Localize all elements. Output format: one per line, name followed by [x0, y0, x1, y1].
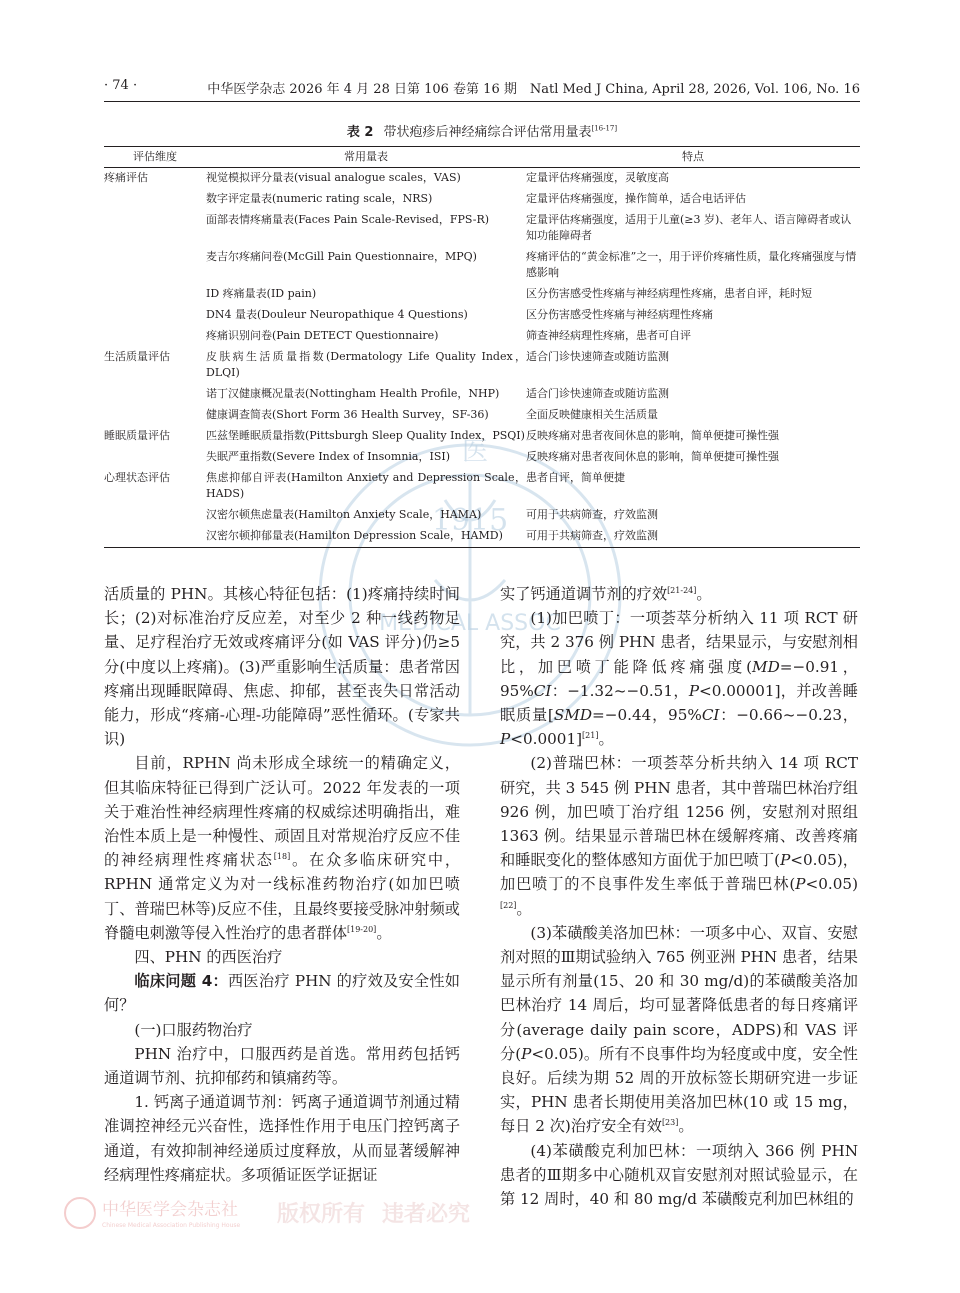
- cell-dimension: [104, 505, 206, 526]
- table-row: [104, 447, 860, 468]
- table-title: 带状疱疹后神经痛综合评估常用量表: [383, 125, 592, 140]
- text-run: (2)普瑞巴林：一项荟萃分析共纳入 14 项 RCT 研究，共 3 545 例 PHN 患者，其中普瑞巴林治疗组 926 例，加巴喷丁治疗组 1256 例，安慰剂对照组 1363 例。结果显示普瑞巴林在缓解疼痛、改善疼痛和睡眠变化的整体感知方面优于加巴喷丁(: [500, 754, 858, 870]
- seal-char: 医: [461, 437, 489, 467]
- cell-scale: 皮肤病生活质量指数(Dermatology Life Quality Index，DLQI): [206, 350, 526, 379]
- cell-scale: 焦虑抑郁自评表(Hamilton Anxiety and Depression Scale，HADS): [206, 471, 526, 500]
- running-header: [104, 78, 860, 98]
- stat-symbol: P: [780, 851, 791, 870]
- cell-scale: ID 疼痛量表(ID pain): [206, 287, 317, 300]
- table-row: [104, 326, 860, 347]
- stat-symbol: P: [688, 681, 700, 700]
- cell-feature: 疼痛评估的“黄金标准”之一，用于评价疼痛性质，量化疼痛强度与情感影响: [526, 250, 857, 279]
- right-column: [500, 582, 858, 1211]
- stat-symbol: CI: [701, 706, 720, 725]
- cell-feature: 适合门诊快速筛查或随访监测: [526, 387, 669, 400]
- header-dimension: 评估维度: [104, 147, 206, 168]
- table-row: [104, 347, 860, 384]
- table-caption-ref: [16-17]: [591, 124, 618, 133]
- table-row: [104, 405, 860, 426]
- table-caption: [104, 121, 860, 140]
- citation-ref: [19-20]: [347, 924, 377, 934]
- paragraph-mirogabalin: [500, 921, 858, 1139]
- text-run: <0.05)。所有不良事件均为轻度或中度，安全性良好。后续为期 52 周的开放标签长期研究进一步证实，PHN 患者长期使用美洛加巴林(10 或 15 mg，每日 2 次)治疗安全有效: [500, 1044, 858, 1136]
- cell-feature: 可用于共病筛查，疗效监测: [526, 526, 860, 548]
- cell-dimension: [104, 210, 206, 247]
- clinical-question: [104, 969, 460, 1017]
- table-row: [104, 284, 860, 305]
- paragraph-gabapentin: [500, 606, 858, 751]
- watermark-rights-a: 版权所有: [277, 1202, 366, 1227]
- paragraph-rphn-features: 活质量的 PHN。其核心特征包括：(1)疼痛持续时间长；(2)对标准治疗反应差，对至少 2 种一线药物足量、足疗程治疗无效或疼痛评分(如 VAS 评分)仍≥5 分(中度以上疼痛)。(3)严重影响生活质量：患者常因疼痛出现睡眠障碍、焦虑、抑郁，甚至丧失日常活动能力，形成“疼痛-心理-功能障碍”恶性循环。(专家共识): [104, 585, 460, 749]
- cell-scale: 麦吉尔疼痛问卷(McGill Pain Questionnaire，MPQ): [206, 250, 477, 263]
- text-run: 。: [376, 923, 392, 942]
- citation-ref: [18]: [273, 852, 291, 862]
- cell-scale: 汉密尔顿焦虑量表(Hamilton Anxiety Scale，HAMA): [206, 508, 482, 521]
- assessment-scale-table: [104, 146, 860, 548]
- cell-feature: 全面反映健康相关生活质量: [526, 408, 658, 421]
- cell-scale: 数字评定量表(numeric rating scale，NRS): [206, 192, 433, 205]
- stat-symbol: SMD: [553, 706, 593, 725]
- paragraph-continuation: [500, 582, 858, 606]
- cell-dimension: [104, 447, 206, 468]
- stat-symbol: CI: [533, 681, 552, 700]
- cell-feature: 适合门诊快速筛查或随访监测: [526, 350, 669, 363]
- table-row: [104, 468, 860, 505]
- cell-scale: DN4 量表(Douleur Neuropathique 4 Questions): [206, 308, 468, 321]
- cell-feature: 定量评估疼痛强度，灵敏度高: [526, 171, 669, 184]
- section-heading: 四、PHN 的西医治疗: [134, 948, 283, 967]
- clinical-question-text: 西医治疗 PHN 的疗效及安全性如何？: [104, 972, 460, 1015]
- cell-scale: 汉密尔顿抑郁量表(Hamilton Depression Scale，HAMD): [206, 526, 526, 548]
- cell-dimension: 疼痛评估: [104, 171, 148, 184]
- table-row: [104, 384, 860, 405]
- header-scale: 常用量表: [206, 147, 526, 168]
- paragraph-rphn-definition: [104, 751, 460, 945]
- table-row: [104, 526, 860, 548]
- paragraph-crisugabalin: (4)苯磺酸克利加巴林：一项纳入 366 例 PHN 患者的Ⅲ期多中心随机双盲安慰剂对照试验显示，在第 12 周时，40 和 80 mg/d 苯磺酸克利加巴林组的: [500, 1141, 858, 1209]
- watermark-rights-b: 违者必究: [382, 1202, 471, 1227]
- table-row: [104, 505, 860, 526]
- cell-dimension: [104, 405, 206, 426]
- table-row: [104, 305, 860, 326]
- table-row: [104, 168, 860, 190]
- cell-dimension: [104, 526, 206, 548]
- cell-dimension: 睡眠质量评估: [104, 429, 170, 442]
- citation-ref: [21]: [582, 731, 599, 741]
- citation-ref: [22]: [500, 900, 517, 910]
- cell-feature: 区分伤害感受性疼痛与神经病理性疼痛: [526, 308, 713, 321]
- text-run: <0.05)，加巴喷丁的不良事件发生率低于普瑞巴林(: [500, 851, 858, 894]
- cell-scale: 疼痛识别问卷(Pain DETECT Questionnaire): [206, 329, 439, 342]
- cell-feature: 患者自评，简单便捷: [526, 471, 625, 484]
- cell-feature: 可用于共病筛查，疗效监测: [526, 508, 658, 521]
- stat-symbol: P: [500, 730, 511, 749]
- table-header-row: [104, 147, 860, 168]
- seal-latin: MEDICAL ASSOC: [379, 611, 561, 636]
- text-run: ：−1.32~−0.51，: [551, 681, 689, 700]
- cell-scale: 视觉模拟评分量表(visual analogue scales，VAS): [206, 171, 461, 184]
- text-run: (3)苯磺酸美洛加巴林：一项多中心、双盲、安慰剂对照的Ⅲ期试验纳入 765 例亚洲 PHN 患者，结果显示所有剂量(15、20 和 30 mg/d)的苯磺酸美洛加巴林治疗 14 周后，均可显著降低患者的每日疼痛评分(average daily pain score，ADPS)和 VAS 评分(: [500, 923, 858, 1063]
- text-run: <0.00001]，并改善睡眠质量[: [500, 681, 858, 725]
- text-run: 。: [678, 1117, 694, 1136]
- paragraph-calcium-channel: 1. 钙离子通道调节剂：钙离子通道调节剂通过精准调控神经元兴奋性，选择性作用于电压门控钙离子通道，有效抑制神经递质过度释放，从而显著缓解神经病理性疼痛症状。多项循证医学证据证: [104, 1093, 460, 1184]
- watermark-en: Chinese Medical Association Publishing House: [102, 1222, 241, 1229]
- left-column: [104, 582, 460, 1187]
- cell-scale: 失眠严重指数(Severe Index of Insomnia，ISI): [206, 450, 451, 463]
- cell-dimension: [104, 305, 206, 326]
- cell-scale: 匹兹堡睡眠质量指数(Pittsburgh Sleep Quality Index，PSQI): [206, 429, 525, 442]
- text-run: <0.05): [805, 875, 858, 894]
- cell-dimension: 生活质量评估: [104, 350, 170, 363]
- cell-dimension: [104, 284, 206, 305]
- cell-scale: 诺丁汉健康概况量表(Nottingham Health Profile，NHP): [206, 387, 500, 400]
- stat-symbol: MD: [752, 657, 780, 676]
- page-number: · 74 ·: [104, 78, 138, 93]
- cell-scale: 面部表情疼痛量表(Faces Pain Scale-Revised，FPS-R): [206, 213, 490, 226]
- text-run: <0.0001]: [510, 730, 583, 749]
- cell-feature: 反映疼痛对患者夜间休息的影响，简单便捷可操性强: [526, 429, 779, 442]
- cell-dimension: 心理状态评估: [104, 471, 170, 484]
- text-run: =−0.44，95%: [592, 706, 702, 725]
- text-run: 。: [598, 730, 614, 749]
- text-run: 。: [696, 585, 712, 603]
- table-row: [104, 210, 860, 247]
- watermark-cn: 中华医学会杂志社: [102, 1200, 238, 1220]
- text-run: 。: [516, 899, 532, 918]
- cell-feature: 区分伤害感受性疼痛与神经病理性疼痛，患者自评，耗时短: [526, 287, 812, 300]
- table-number: 表 2: [346, 125, 374, 140]
- table-row: [104, 189, 860, 210]
- table-row: [104, 426, 860, 447]
- header-feature: 特点: [526, 147, 860, 168]
- cell-feature: 定量评估疼痛强度，适用于儿童(≥3 岁)、老年人、语言障碍者或认知功能障碍者: [526, 213, 852, 242]
- text-run: ：−0.66~−0.23，: [719, 706, 858, 725]
- paragraph-oral-drugs: PHN 治疗中，口服西药是首选。常用药包括钙通道调节剂、抗抑郁药和镇痛药等。: [104, 1044, 460, 1088]
- cell-dimension: [104, 189, 206, 210]
- text-run: 。在众多临床研究中，RPHN 通常定义为对一线标准药物治疗(如加巴喷丁、普瑞巴林等)反应不佳，且最终要接受脉冲射频或脊髓电刺激等侵入性治疗的患者群体: [104, 851, 461, 942]
- citation-ref: [23]: [661, 1118, 679, 1128]
- cell-dimension: [104, 247, 206, 284]
- stat-symbol: P: [521, 1044, 532, 1063]
- table-row: [104, 247, 860, 284]
- cell-feature: 筛查神经病理性疼痛，患者可自评: [526, 329, 691, 342]
- publisher-watermark: [62, 1193, 482, 1233]
- seal-year: 1915: [431, 503, 509, 538]
- text-run: =−0.91，95%: [500, 657, 858, 700]
- cell-scale: 健康调查简表(Short Form 36 Health Survey，SF-36): [206, 408, 489, 421]
- cell-feature: 反映疼痛对患者夜间休息的影响，简单便捷可操性强: [526, 450, 779, 463]
- text-run: (1)加巴喷丁：一项荟萃分析纳入 11 项 RCT 研究，共 2 376 例 PHN 患者，结果显示，与安慰剂相比，加巴喷丁能降低疼痛强度(: [500, 609, 858, 676]
- citation-ref: [21-24]: [667, 585, 697, 595]
- journal-citation: 中华医学杂志 2026 年 4 月 28 日第 106 卷第 16 期 Natl Med J China, April 28, 2026, Vol. 106, No. 16: [207, 82, 860, 97]
- stat-symbol: P: [795, 875, 806, 894]
- clinical-question-label: 临床问题 4：: [134, 972, 228, 991]
- header-rule: [104, 101, 860, 102]
- text-run: 实了钙通道调节剂的疗效: [500, 585, 668, 603]
- subsection-heading: (一)口服药物治疗: [134, 1020, 253, 1039]
- cell-dimension: [104, 384, 206, 405]
- cell-feature: 定量评估疼痛强度，操作简单，适合电话评估: [526, 192, 746, 205]
- paragraph-pregabalin: [500, 751, 858, 920]
- cell-dimension: [104, 326, 206, 347]
- text-run: 目前，RPHN 尚未形成全球统一的精确定义，但其临床特征已得到广泛认可。2022 年发表的一项关于难治性神经病理性疼痛的权威综述明确指出，难治性本质上是一种慢性、顽固且对常规治疗反应不佳的神经病理性疼痛状态: [104, 754, 460, 870]
